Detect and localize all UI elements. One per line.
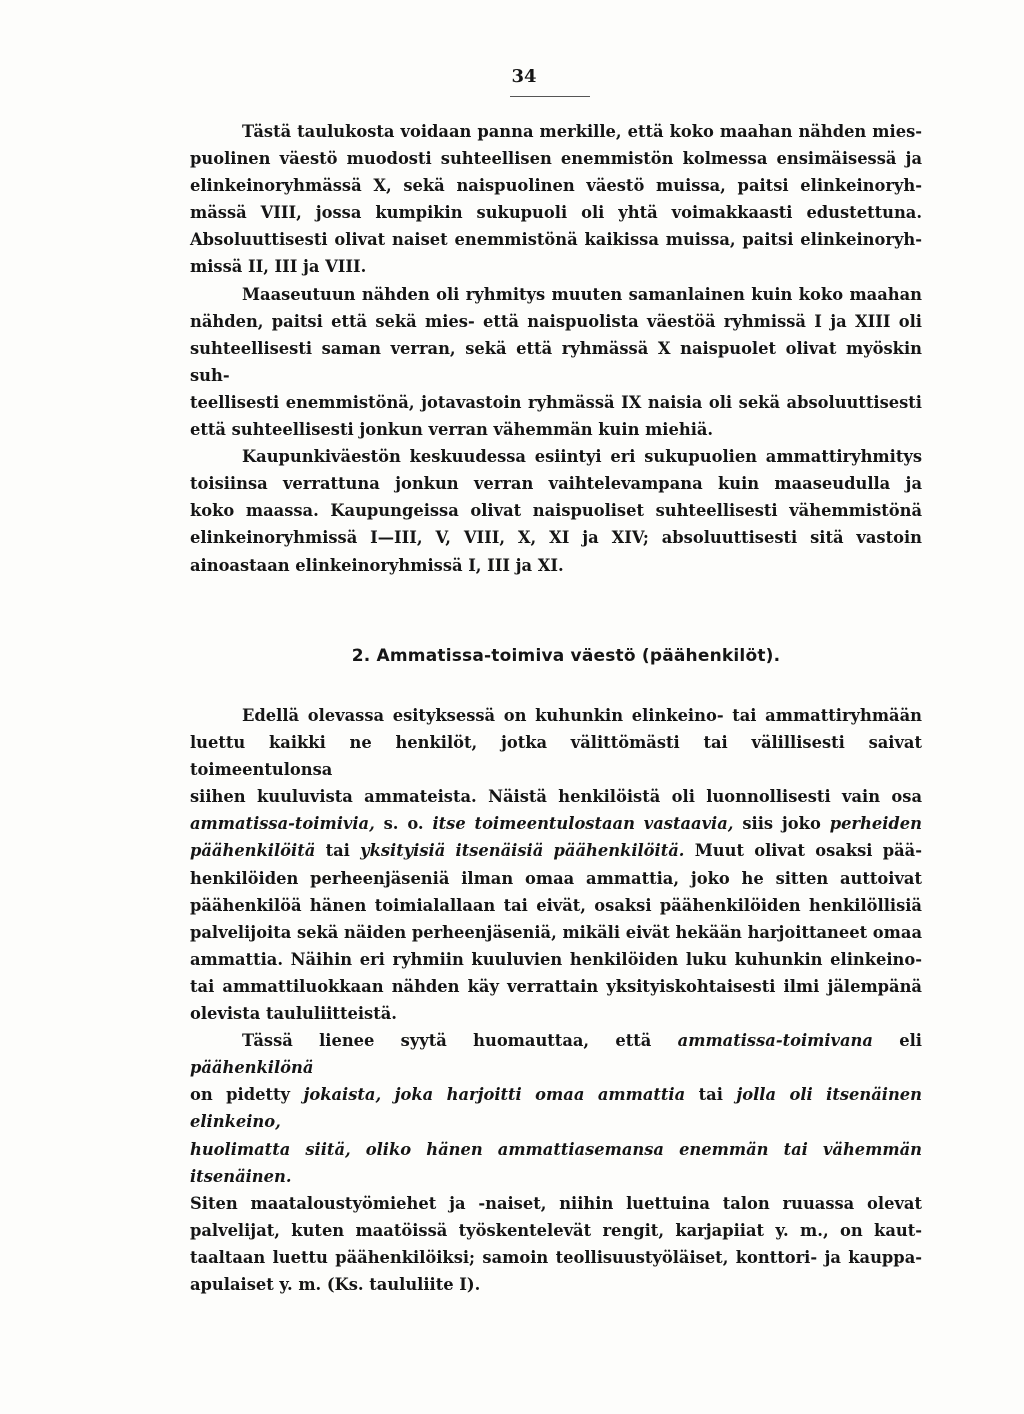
text-line [190, 1081, 922, 1135]
italic-term: jolla oli itsenäinen elinkeino, [190, 1085, 922, 1132]
text-line: että suhteellisesti jonkun verran vähemmän kuin miehiä. [190, 420, 714, 440]
text-line: luettu kaikki ne henkilöt, jotka välittömästi tai välillisesti saivat toimeentulonsa [190, 733, 922, 780]
text-line: siihen kuuluvista ammateista. Näistä henkilöistä oli luonnollisesti vain osa [190, 787, 922, 807]
text-line: olevista taululiitteistä. [190, 1004, 397, 1024]
text-line: puolinen väestö muodosti suhteellisen enemmistön kolmessa ensimäisessä ja [190, 149, 922, 169]
italic-term: huolimatta siitä, oliko hänen ammattiasemansa enemmän tai vähemmän itsenäinen. [190, 1139, 922, 1186]
text-line: palvelijat, kuten maatöissä työskentelevät rengit, karjapiiat y. m., on kaut- [190, 1220, 922, 1240]
text-line: missä II, III ja VIII. [190, 257, 367, 277]
paragraph [190, 1027, 922, 1298]
page-number-rule [510, 96, 590, 97]
italic-term: päähenkilönä [190, 1058, 314, 1078]
paragraph [190, 118, 922, 281]
text-line: koko maassa. Kaupungeissa olivat naispuoliset suhteellisesti vähemmistönä [190, 501, 922, 521]
text-line [190, 1136, 922, 1190]
text-line: nähden, paitsi että sekä mies- että naispuolista väestöä ryhmissä I ja XIII oli [190, 311, 922, 331]
text-run: on pidetty [190, 1085, 304, 1105]
text-line: ammattia. Näihin eri ryhmiin kuuluvien henkilöiden luku kuhunkin elinkeino- [190, 949, 922, 969]
italic-term: itse toimeentulostaan vastaavia, [432, 814, 734, 834]
italic-term: jokaista, joka harjoitti omaa ammattia [303, 1085, 686, 1105]
text-line [190, 810, 922, 837]
text-line: suhteellisesti saman verran, sekä että ryhmässä X naispuolet olivat myöskin suh- [190, 338, 922, 385]
text-line: Siten maataloustyömiehet ja -naiset, niihin luettuina talon ruuassa olevat [190, 1193, 922, 1213]
text-line: Tästä taulukosta voidaan panna merkille, että koko maahan nähden mies- [242, 122, 922, 141]
text-line: Absoluuttisesti olivat naiset enemmistönä kaikissa muissa, paitsi elinkeinoryh- [190, 230, 922, 250]
section-1-body [190, 118, 922, 579]
section-heading: 2. Ammatissa-toimiva väestö (päähenkilöt). [351, 646, 781, 666]
text-line: Maaseutuun nähden oli ryhmitys muuten samanlainen kuin koko maahan [242, 284, 922, 304]
italic-term: ammatissa-toimivana [677, 1031, 873, 1051]
text-line: toisiinsa verrattuna jonkun verran vaihtelevampana kuin maaseudulla ja [190, 474, 922, 494]
paragraph [190, 702, 922, 1027]
text-run: tai [685, 1085, 737, 1105]
text-run: s. o. [374, 814, 433, 834]
text-line [190, 837, 922, 864]
italic-term: päähenkilöitä [190, 841, 316, 861]
text-line: ainoastaan elinkeinoryhmissä I, III ja XI. [190, 555, 564, 575]
text-line: elinkeinoryhmässä X, sekä naispuolinen väestö muissa, paitsi elinkeinoryh- [190, 176, 922, 196]
text-line: taaltaan luettu päähenkilöiksi; samoin teollisuustyöläiset, konttori- ja kauppa- [190, 1247, 922, 1267]
italic-term: ammatissa-toimivia, [190, 814, 375, 834]
text-line [190, 1027, 922, 1081]
text-line: elinkeinoryhmissä I—III, V, VIII, X, XI ja XIV; absoluuttisesti sitä vastoin [190, 528, 922, 548]
text-run: siis joko [733, 814, 830, 834]
paragraph [190, 443, 922, 578]
page-number: 34 [511, 66, 537, 87]
text-line: apulaiset y. m. (Ks. taululiite I). [190, 1274, 481, 1294]
text-line: teellisesti enemmistönä, jotavastoin ryhmässä IX naisia oli sekä absoluuttisesti [190, 392, 922, 412]
text-run: tai [315, 841, 361, 861]
section-2-body [190, 702, 922, 1298]
italic-term: perheiden [829, 814, 922, 834]
text-line: päähenkilöä hänen toimialallaan tai eivät, osaksi päähenkilöiden henkilöllisiä [190, 895, 922, 915]
text-line: tai ammattiluokkaan nähden käy verrattain yksityiskohtaisesti ilmi jälempänä [190, 976, 922, 996]
text-line: Edellä olevassa esityksessä on kuhunkin elinkeino- tai ammattiryhmään [242, 706, 922, 725]
text-run: Muut olivat osaksi pää- [684, 841, 922, 861]
paragraph [190, 281, 922, 444]
text-line: henkilöiden perheenjäseniä ilman omaa ammattia, joko he sitten auttoivat [190, 868, 922, 888]
text-run: eli [872, 1031, 922, 1051]
text-run: Tässä lienee syytä huomauttaa, että [242, 1031, 678, 1051]
text-line: palvelijoita sekä näiden perheenjäseniä, mikäli eivät hekään harjoittaneet omaa [190, 922, 922, 942]
text-line: Kaupunkiväestön keskuudessa esiintyi eri sukupuolien ammattiryhmitys [242, 447, 922, 467]
italic-term: yksityisiä itsenäisiä päähenkilöitä. [360, 841, 685, 861]
text-line: mässä VIII, jossa kumpikin sukupuoli oli yhtä voimakkaasti edustettuna. [190, 203, 922, 223]
